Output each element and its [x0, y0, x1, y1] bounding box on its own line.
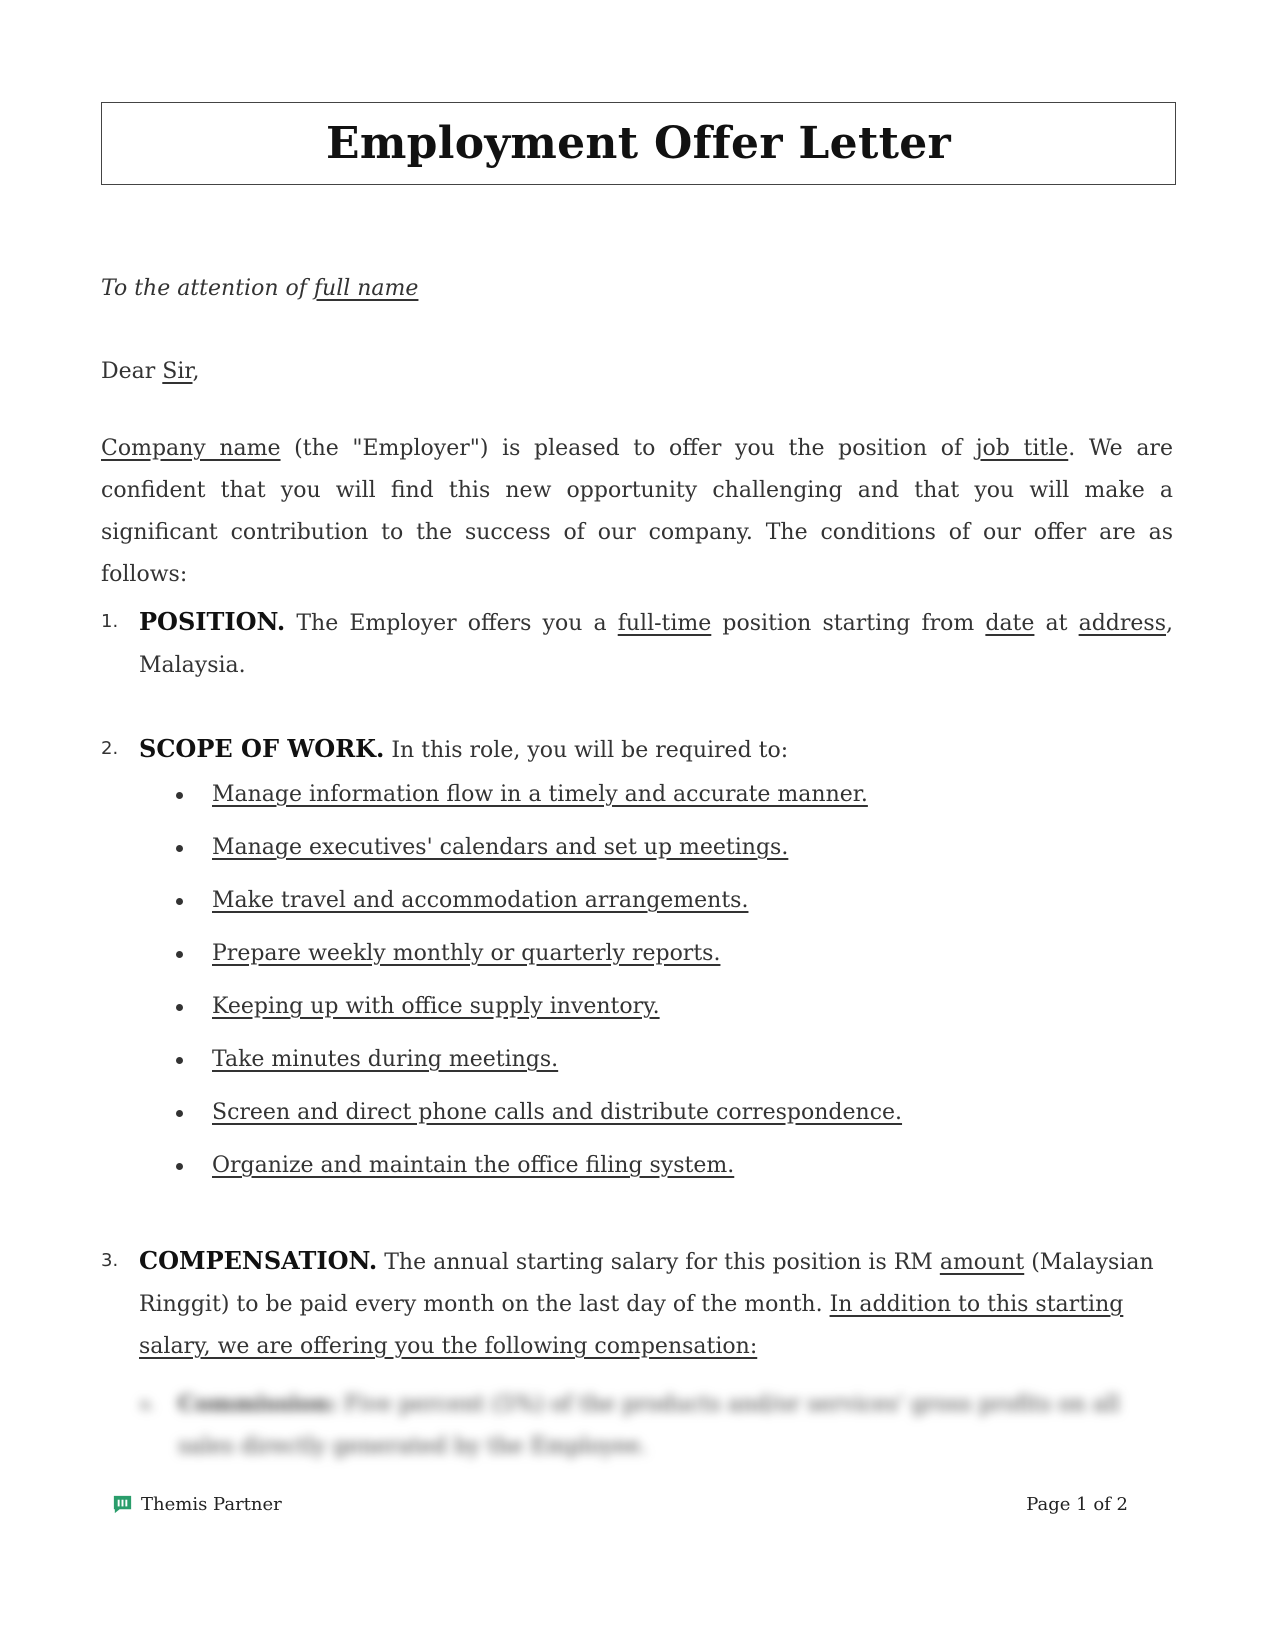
scope-text: In this role, you will be required to:	[384, 738, 789, 763]
position-text-1: The Employer offers you a	[285, 611, 618, 636]
duty-text: Make travel and accommodation arrangements.	[212, 888, 749, 913]
compensation-text-2: (Malaysian Ringgit) to be paid every month on the last day of the month.	[139, 1250, 1154, 1317]
list-item	[176, 778, 902, 831]
themis-logo-icon	[111, 1493, 134, 1516]
list-item	[176, 884, 902, 937]
document-title: Employment Offer Letter	[325, 118, 951, 169]
compensation-text-1: The annual starting salary for this position is RM	[377, 1250, 940, 1275]
duties-list	[176, 778, 902, 1202]
section-number: 1.	[101, 611, 119, 632]
list-item	[176, 937, 902, 990]
list-item	[176, 1096, 902, 1149]
bullet-icon	[176, 1163, 183, 1170]
intro-text-1: (the "Employer") is pleased to offer you the position of	[280, 436, 976, 461]
position-text-4: , Malaysia.	[139, 611, 1174, 678]
attention-line	[101, 268, 1173, 310]
position-text-3: at	[1034, 611, 1079, 636]
job-title: job title	[975, 436, 1069, 461]
bullet-icon	[176, 1110, 183, 1117]
blurred-preview	[140, 1383, 1180, 1468]
duty-text: Screen and direct phone calls and distribute correspondence.	[212, 1100, 903, 1125]
bullet-icon	[176, 1004, 183, 1011]
list-item	[176, 1149, 902, 1202]
bullet-icon	[176, 898, 183, 905]
intro-text-2: . We are confident that you will find this new opportunity challenging and that you will make a significant contribution to the success of our company. The conditions of our offer are as follows:	[101, 436, 1173, 587]
bullet-icon	[176, 1057, 183, 1064]
salary-amount: amount	[939, 1250, 1025, 1275]
duty-text: Organize and maintain the office filing system.	[212, 1153, 735, 1178]
page-number: Page 1 of 2	[1026, 1494, 1128, 1515]
salutation-name: Sir	[162, 359, 193, 384]
sub-item-heading: Commission:	[178, 1391, 338, 1417]
duty-text: Keeping up with office supply inventory.	[212, 994, 660, 1019]
section-heading: SCOPE OF WORK.	[139, 734, 385, 763]
section-scope	[101, 728, 1173, 772]
position-text-2: position starting from	[711, 611, 986, 636]
brand-name: Themis Partner	[141, 1494, 282, 1515]
bullet-icon	[176, 792, 183, 799]
bullet-icon	[176, 951, 183, 958]
list-item	[176, 1043, 902, 1096]
company-name: Company name	[101, 436, 281, 461]
sub-item-letter: a.	[140, 1394, 155, 1413]
bullet-icon	[176, 845, 183, 852]
list-item	[176, 990, 902, 1043]
salutation-suffix: ,	[192, 359, 200, 384]
section-position	[101, 601, 1173, 687]
duty-text: Manage information flow in a timely and accurate manner.	[212, 782, 868, 807]
attention-full-name: full name	[313, 276, 419, 301]
attention-prefix: To the attention of	[101, 276, 314, 301]
section-heading: COMPENSATION.	[139, 1246, 378, 1275]
duty-text: Manage executives' calendars and set up meetings.	[212, 835, 789, 860]
start-date: date	[985, 611, 1035, 636]
section-number: 3.	[101, 1250, 119, 1271]
duty-text: Prepare weekly monthly or quarterly reports.	[212, 941, 721, 966]
section-heading: POSITION.	[139, 607, 286, 636]
salutation-prefix: Dear	[101, 359, 163, 384]
work-address: address	[1078, 611, 1167, 636]
title-box	[101, 102, 1176, 185]
compensation-additional: In addition to this starting salary, we are offering you the following compensation:	[139, 1292, 1124, 1359]
section-compensation	[101, 1240, 1173, 1368]
salutation	[101, 351, 1173, 393]
sub-item-text: Five percent (5%) of the products and/or services' gross profits on all sales directly generated by the Employee.	[178, 1392, 1120, 1459]
intro-paragraph	[101, 428, 1173, 596]
list-item	[176, 831, 902, 884]
section-number: 2.	[101, 738, 119, 759]
position-type: full-time	[617, 611, 712, 636]
duty-text: Take minutes during meetings.	[212, 1047, 559, 1072]
footer-brand	[111, 1493, 282, 1516]
